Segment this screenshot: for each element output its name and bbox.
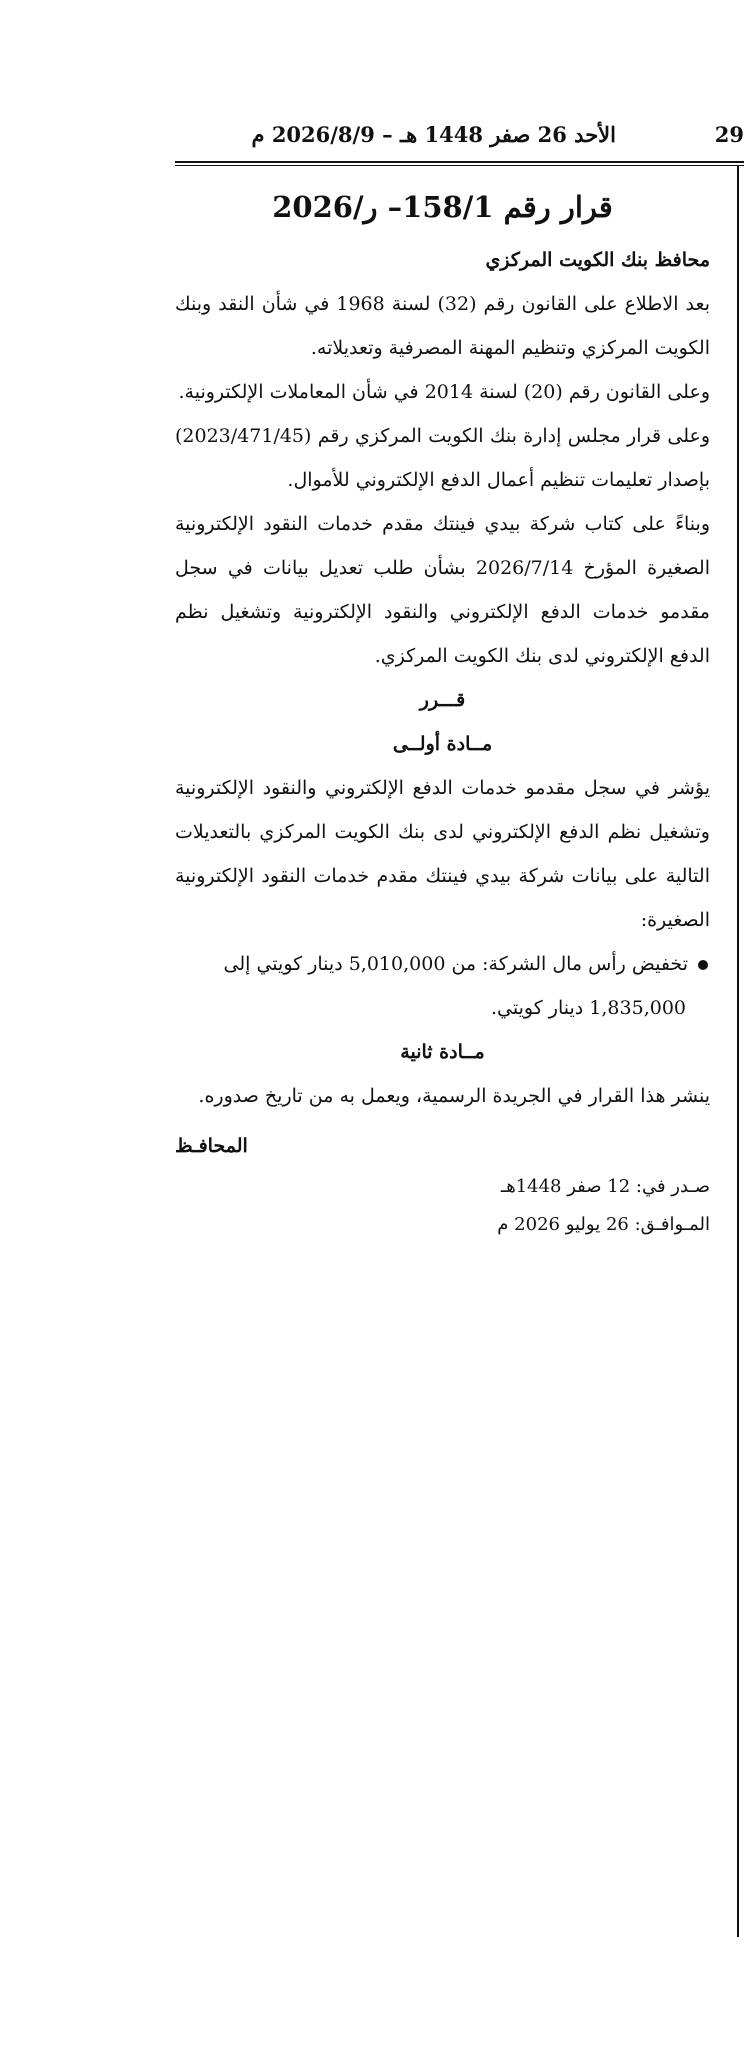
decision-body	[175, 180, 710, 1244]
page-header	[175, 118, 744, 158]
bullet-icon	[698, 960, 708, 970]
header-rule-thin	[175, 165, 744, 166]
article-1-heading: مــادة أولــى	[392, 733, 493, 755]
header-rule-thick	[175, 161, 744, 163]
bullet-item	[175, 942, 710, 986]
decision-title: قرار رقم 158/1– ر/2026	[272, 190, 613, 224]
bullet-text: تخفيض رأس مال الشركة: من 5,010,000 دينار كويتي إلى	[223, 953, 688, 975]
article-2-heading: مــادة ثانية	[400, 1041, 485, 1063]
article-1-text: يؤشر في سجل مقدمو خدمات الدفع الإلكتروني والنقود الإلكترونية وتشغيل نظم الدفع الإلكتروني لدى بنك الكويت المركزي بالتعديلات التالية على بيانات شركة بيدي فينتك مقدم خدمات النقود الإلكترونية الصغيرة:	[175, 777, 710, 931]
corresponding-date: المـوافـق: 26 يوليو 2026 م	[497, 1214, 710, 1235]
preamble-paragraph-3: وعلى قرار مجلس إدارة بنك الكويت المركزي رقم (2023/471/45) بإصدار تعليمات تنظيم أعمال الدفع الإلكتروني للأموال.	[175, 425, 710, 491]
preamble-paragraph-4: وبناءً على كتاب شركة بيدي فينتك مقدم خدمات النقود الإلكترونية الصغيرة المؤرخ 2026/7/14 بشأن طلب تعديل بيانات في سجل مقدمو خدمات الدفع الإلكتروني والنقود الإلكترونية وتشغيل نظم الدفع الإلكتروني لدى بنك الكويت المركزي.	[175, 513, 710, 667]
decision-heading: قـــرر	[419, 689, 466, 711]
bullet-continuation: 1,835,000 دينار كويتي.	[491, 997, 686, 1019]
issuer: محافظ بنك الكويت المركزي	[485, 249, 710, 271]
page-number: 29	[714, 122, 744, 147]
header-date: الأحد 26 صفر 1448 هـ – 2026/8/9 م	[251, 122, 616, 147]
column-divider	[737, 165, 739, 1937]
signature: المحافـظ	[175, 1135, 248, 1157]
preamble-paragraph-2: وعلى القانون رقم (20) لسنة 2014 في شأن المعاملات الإلكترونية.	[178, 381, 710, 403]
preamble-paragraph-1: بعد الاطلاع على القانون رقم (32) لسنة 1968 في شأن النقد وبنك الكويت المركزي وتنظيم المهنة المصرفية وتعديلاته.	[175, 293, 710, 359]
issued-date: صـدر في: 12 صفر 1448هـ	[500, 1176, 710, 1197]
article-2-text: ينشر هذا القرار في الجريدة الرسمية، ويعمل به من تاريخ صدوره.	[198, 1085, 710, 1107]
